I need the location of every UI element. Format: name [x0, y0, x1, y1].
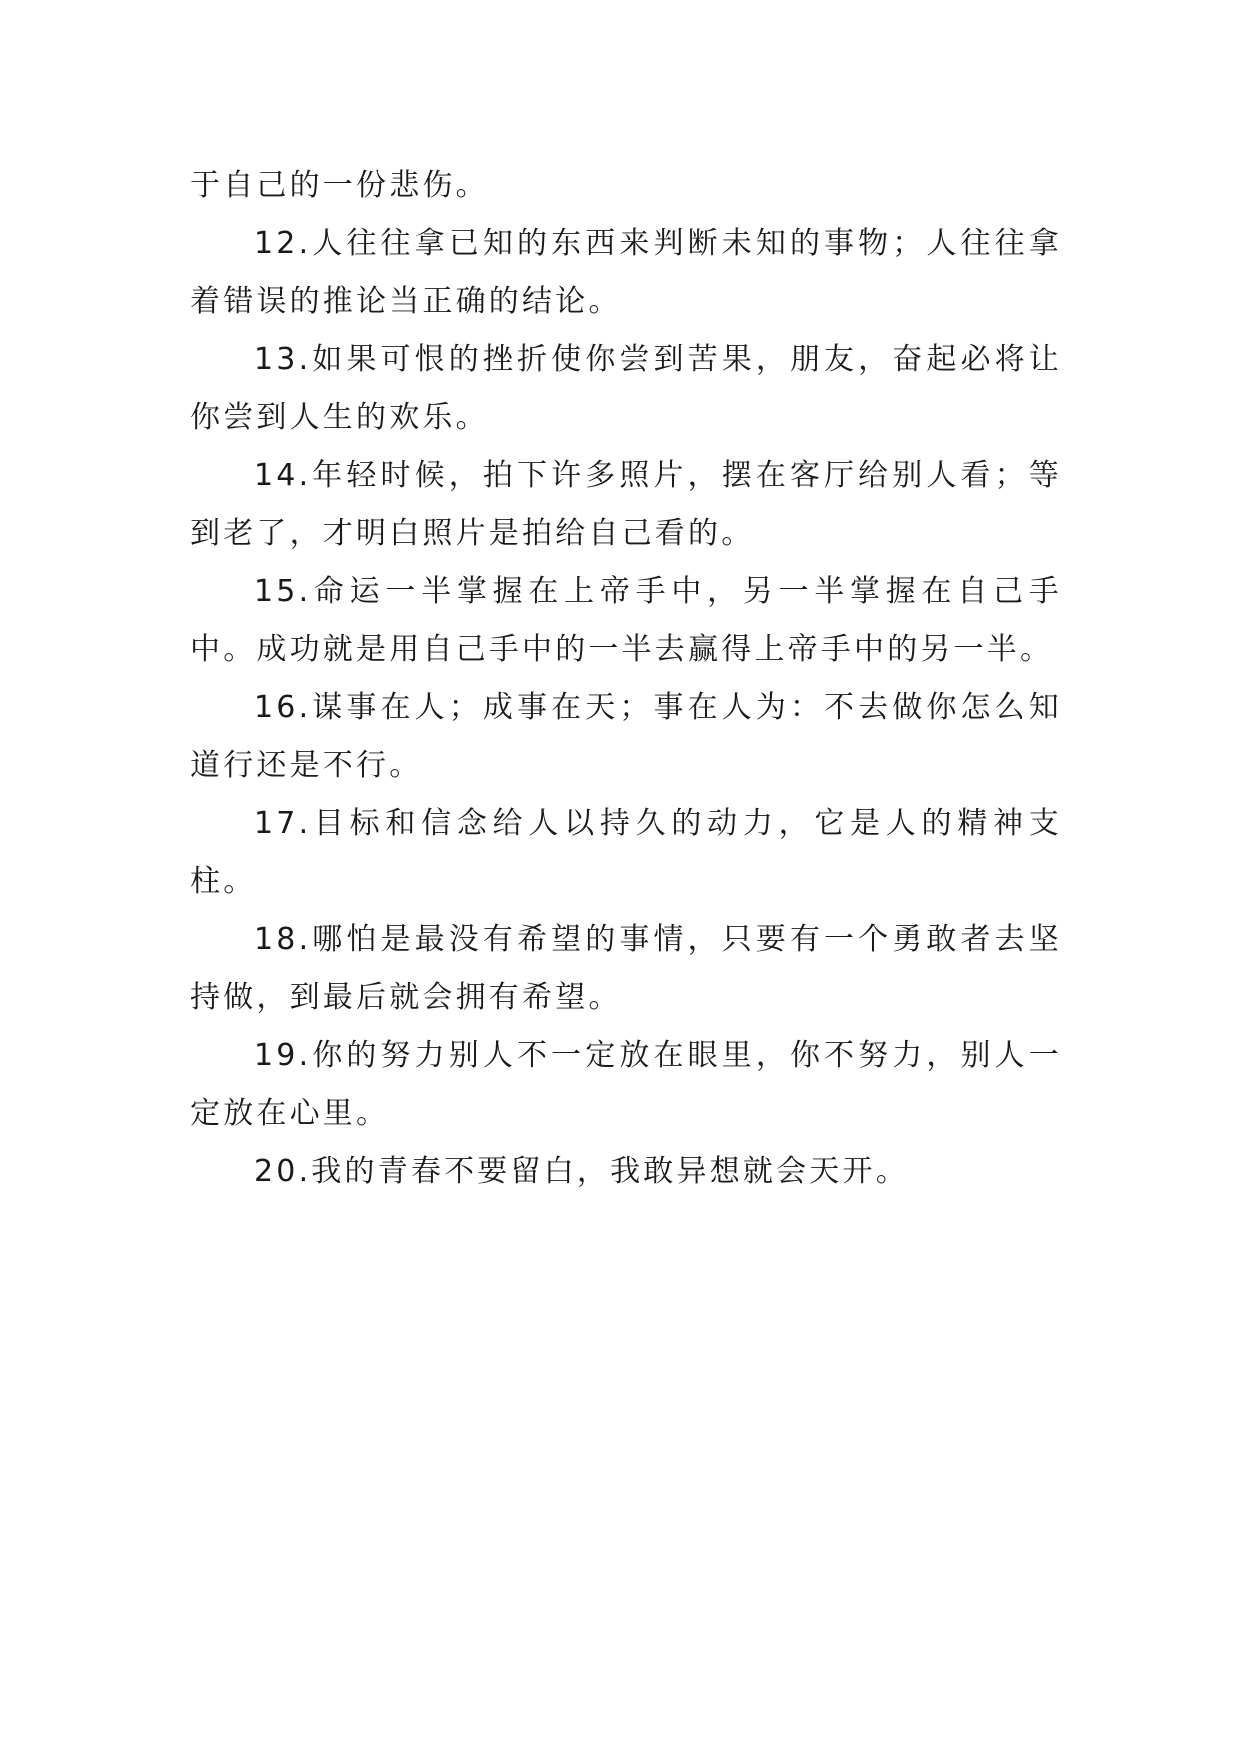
paragraph-item-16: 16.谋事在人；成事在天；事在人为：不去做你怎么知道行还是不行。: [190, 690, 1062, 783]
paragraph-continuation: 于自己的一份悲伤。: [190, 168, 489, 203]
paragraph-item-13: 13.如果可恨的挫折使你尝到苦果，朋友，奋起必将让你尝到人生的欢乐。: [190, 342, 1062, 435]
paragraph-item-17: 17.目标和信念给人以持久的动力，它是人的精神支柱。: [190, 806, 1062, 899]
paragraph-item-20: 20.我的青春不要留白，我敢异想就会天开。: [254, 1154, 909, 1189]
paragraph-item-19: 19.你的努力别人不一定放在眼里，你不努力，别人一定放在心里。: [190, 1038, 1062, 1131]
paragraph-item-15: 15.命运一半掌握在上帝手中，另一半掌握在自己手中。成功就是用自己手中的一半去赢得上帝手中的另一半。: [190, 574, 1062, 667]
document-body: [190, 157, 1062, 1201]
paragraph-item-12: 12.人往往拿已知的东西来判断未知的事物；人往往拿着错误的推论当正确的结论。: [190, 226, 1062, 319]
paragraph-item-14: 14.年轻时候，拍下许多照片，摆在客厅给别人看；等到老了，才明白照片是拍给自己看的。: [190, 458, 1062, 551]
paragraph-item-18: 18.哪怕是最没有希望的事情，只要有一个勇敢者去坚持做，到最后就会拥有希望。: [190, 922, 1062, 1015]
